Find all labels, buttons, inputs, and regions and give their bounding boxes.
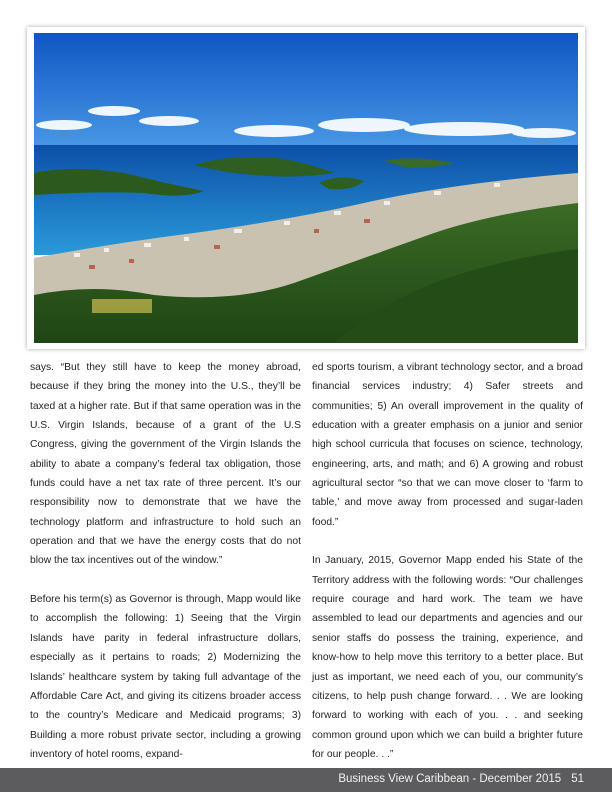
harbor-photo-illustration: [34, 33, 578, 343]
photo-frame: [27, 27, 585, 349]
article-paragraph: says. “But they still have to keep the money abroad, because if they bring the money into the U.S., they’ll be taxed at a higher rate. But if that same operation was in the U.S. Virgin Islands, because of a grant of the U.S Congress, giving the government of the Virgin Islands the ability to abate a company’s federal tax obligation, those funds could have a net tax rate of three percent. It’s our responsibility now to demonstrate that we have the technology platform and infrastructure to hold such an operation and that we have the energy costs that do not blow the tax incentives out of the window.”: [30, 362, 301, 567]
footer-text: [338, 773, 584, 785]
article-column-left: [30, 358, 301, 764]
page-number: 51: [571, 773, 584, 785]
article-paragraph: ed sports tourism, a vibrant technology sector, and a broad financial services industry; 4) Safer streets and communities; 5) An overall improvement in the quality of education with a greater emphasis on a junior and senior high school curricula that focuses on science, technology, engineering, arts, and math; and 6) A growing and robust agricultural sector “so that we can move closer to ‘farm to table,’ and move away from processed and sugar-laden food.”: [312, 362, 583, 528]
article-paragraph: Before his term(s) as Governor is through, Mapp would like to accomplish the following: 1) Seeing that the Virgin Islands have parity in federal infrastructure dollars, especially as it pertains to roads; 2) Modernizing the Islands’ healthcare system by taking full advantage of the Affordable Care Act, and giving its citizens broader access to the country’s Medicare and Medicaid programs; 3) Building a more robust private sector, including a growing inventory of hotel rooms, expand-: [30, 594, 301, 760]
publication-name: Business View Caribbean - December 2015: [338, 773, 562, 785]
page-footer: [0, 768, 612, 792]
harbor-photo: [34, 33, 578, 343]
article-column-right: [312, 358, 583, 764]
article-paragraph: In January, 2015, Governor Mapp ended his State of the Territory address with the following words: “Our challenges require courage and hard work. The team we have assembled to lead our departments and agencies and our senior staffs do possess the training, experience, and know-how to help move this territory to a better place. But just as important, we need each of you, our community’s citizens, to help push change forward. . . We are looking forward to working with each of you. . . and seeking common ground upon which we can build a brighter future for our people. . .”: [312, 555, 583, 760]
